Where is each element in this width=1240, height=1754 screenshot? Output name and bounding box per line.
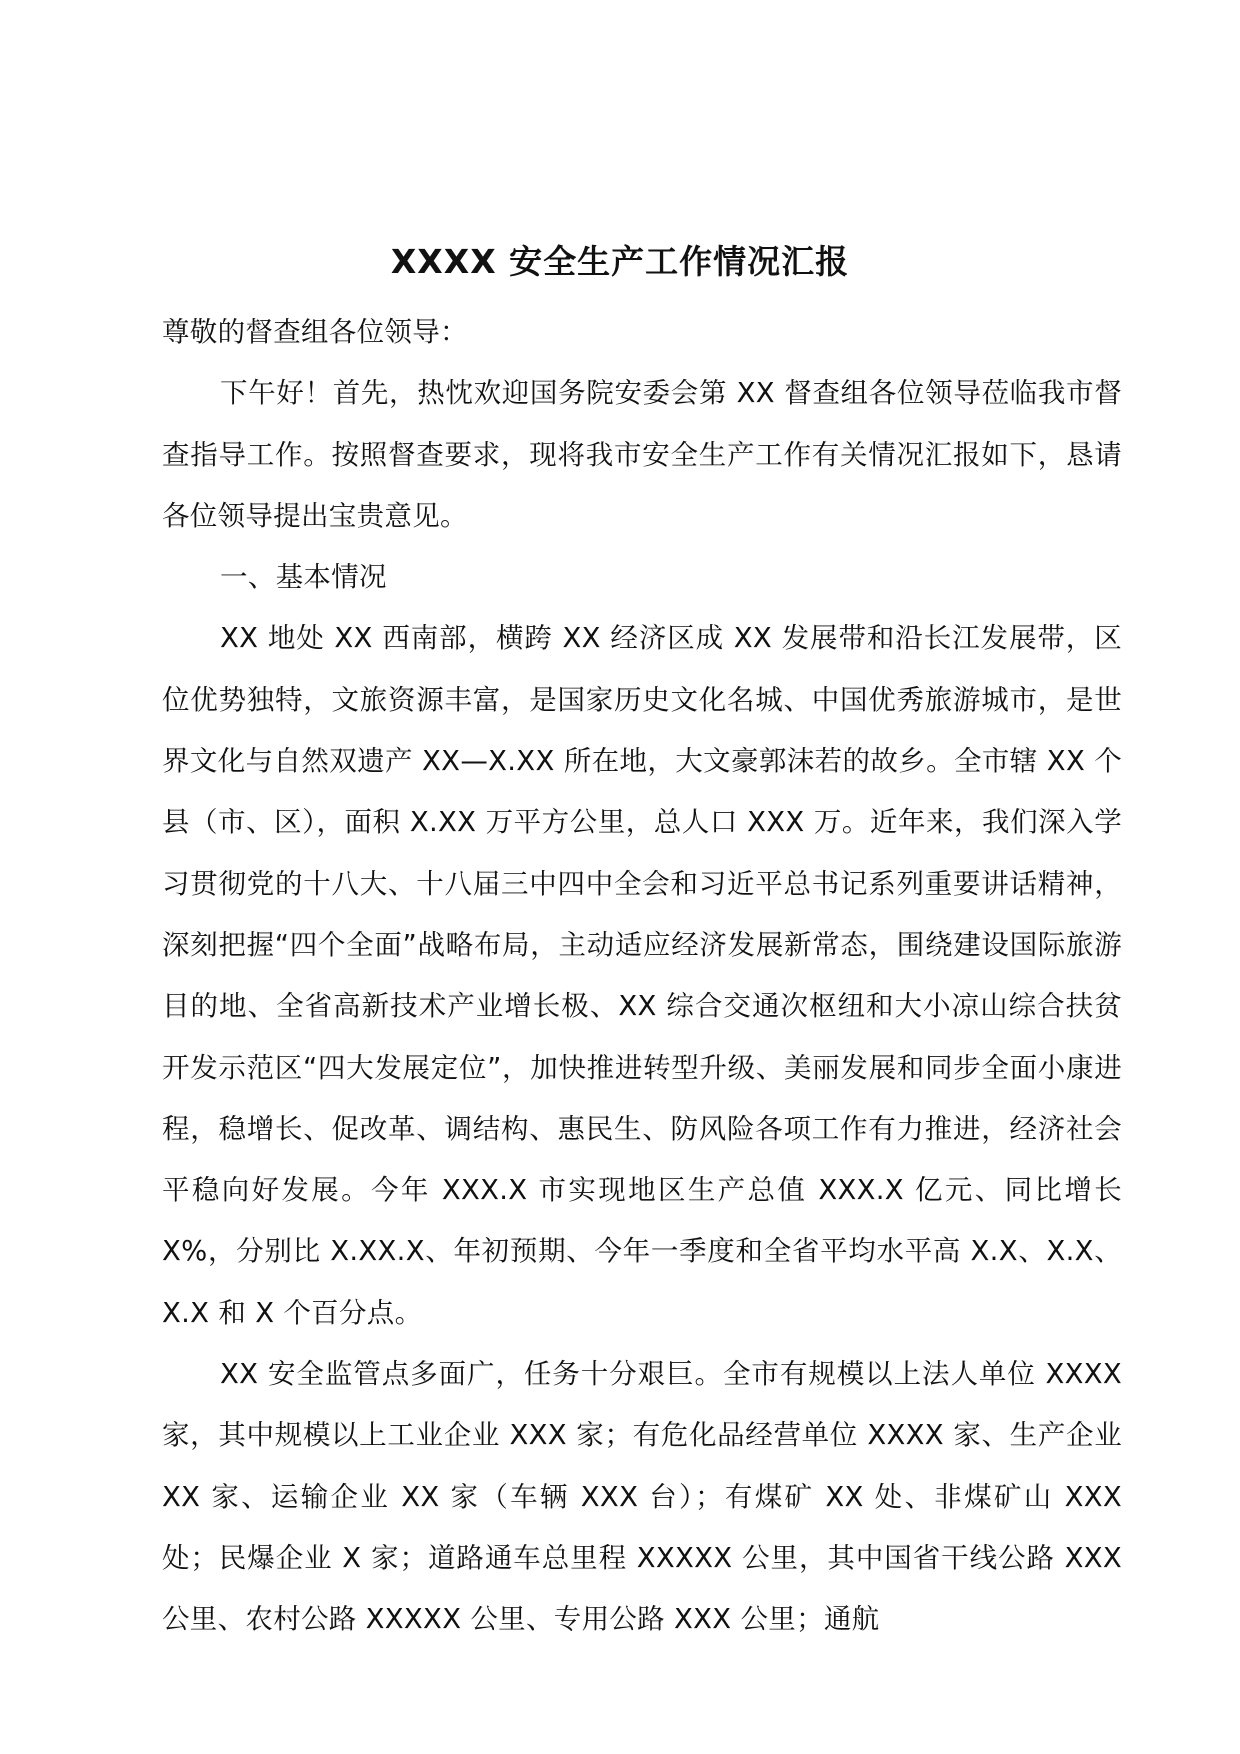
document-body — [162, 302, 1122, 1651]
section-heading-basic-situation: 一、基本情况 — [220, 561, 387, 594]
paragraph-city-overview: XX 地处 XX 西南部，横跨 XX 经济区成 XX 发展带和沿长江发展带，区位优势独特，文旅资源丰富，是国家历史文化名城、中国优秀旅游城市，是世界文化与自然双遗产 XX—X.XX 所在地，大文豪郭沫若的故乡。全市辖 XX 个县（市、区），面积 X.XX 万平方公里，总人口 XXX 万。近年来，我们深入学习贯彻党的十八大、十八届三中四中全会和习近平总书记系列重要讲话精神，深刻把握“四个全面”战略布局，主动适应经济发展新常态，围绕建设国际旅游目的地、全省高新技术产业增长极、XX 综合交通次枢纽和大小凉山综合扶贫开发示范区“四大发展定位”，加快推进转型升级、美丽发展和同步全面小康进程，稳增长、促改革、调结构、惠民生、防风险各项工作有力推进，经济社会平稳向好发展。今年 XXX.X 市实现地区生产总值 XXX.X 亿元、同比增长 X%，分别比 X.XX.X、年初预期、今年一季度和全省平均水平高 X.X、X.X、X.X 和 X 个百分点。 — [162, 622, 1122, 1329]
paragraph-greeting: 下午好！首先，热忱欢迎国务院安委会第 XX 督查组各位领导莅临我市督查指导工作。按照督查要求，现将我市安全生产工作有关情况汇报如下，恳请各位领导提出宝贵意见。 — [162, 377, 1122, 532]
paragraph-safety-supervision: XX 安全监管点多面广，任务十分艰巨。全市有规模以上法人单位 XXXX 家，其中规模以上工业企业 XXX 家；有危化品经营单位 XXXX 家、生产企业 XX 家、运输企业 XX 家（车辆 XXX 台）；有煤矿 XX 处、非煤矿山 XXX 处；民爆企业 X 家；道路通车总里程 XXXXX 公里，其中国省干线公路 XXX 公里、农村公路 XXXXX 公里、专用公路 XXX 公里；通航 — [162, 1358, 1122, 1636]
salutation: 尊敬的督查组各位领导： — [162, 316, 468, 348]
document-title: XXXX 安全生产工作情况汇报 — [390, 242, 850, 281]
